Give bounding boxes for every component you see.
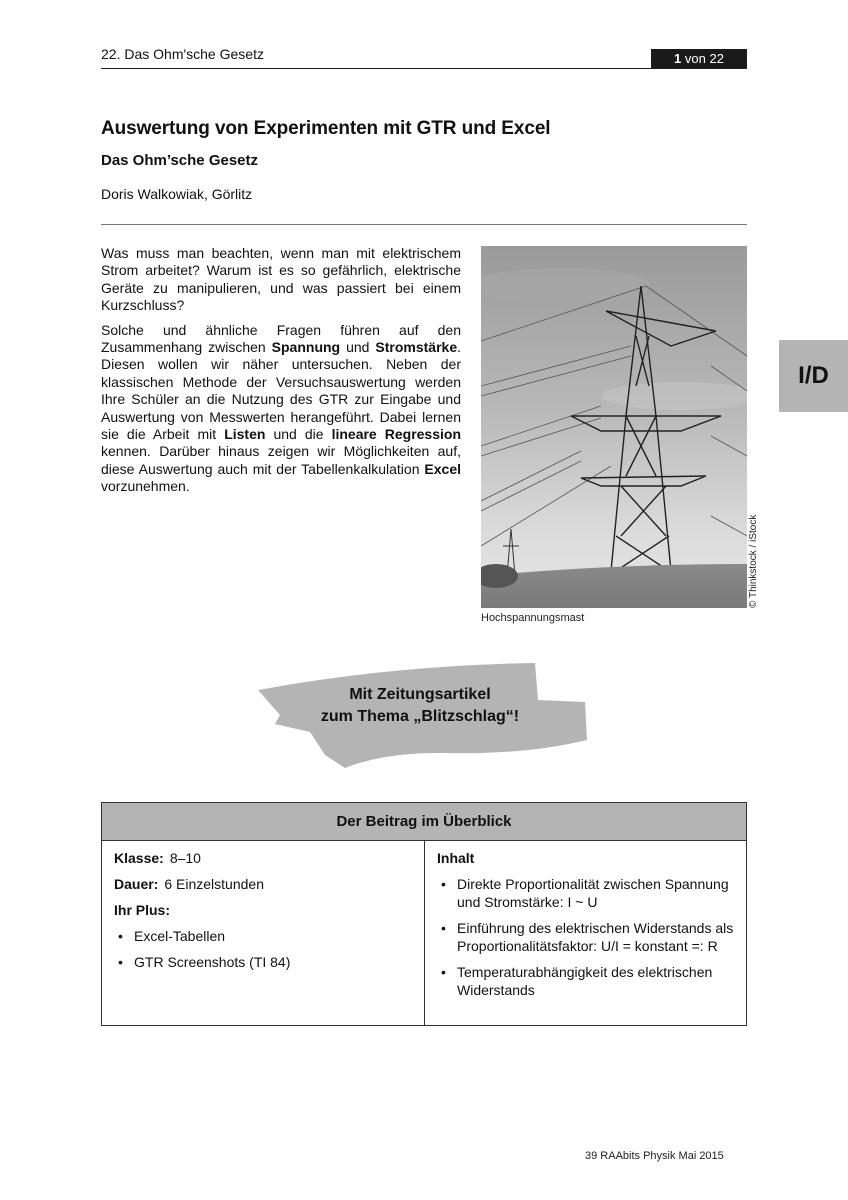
- text-run: vorzunehmen.: [101, 478, 190, 495]
- page-number-badge: [651, 49, 747, 68]
- plus-list: [114, 927, 412, 971]
- intro-paragraph-1: Was muss man beachten, wenn man mit elektrischem Strom arbeitet? Warum ist es so gefährlich, elektrische Geräte zu manipulieren, und was passiert bei einem Kurzschluss?: [101, 245, 461, 314]
- bold-term: Excel: [424, 460, 461, 477]
- section-tab: I/D: [779, 340, 848, 412]
- article-author: Doris Walkowiak, Görlitz: [101, 186, 253, 202]
- dauer-label: Dauer:: [114, 876, 159, 892]
- list-item-text: Einführung des elektrischen Widerstands als Proportionalitätsfaktor: U/I = konstant =: R: [457, 920, 734, 954]
- bullet-icon: •: [441, 876, 446, 892]
- bold-term: Stromstärke: [375, 339, 458, 356]
- overview-meta-column: [102, 841, 425, 1025]
- photo-caption: Hochspannungsmast: [481, 612, 585, 624]
- intro-text: [101, 245, 461, 503]
- klasse-row: [114, 849, 412, 867]
- bold-term: Listen: [224, 426, 266, 443]
- photo-credit: © Thinkstock / iStock: [748, 514, 759, 608]
- pylon-photo: [481, 246, 747, 608]
- callout-line-1: Mit Zeitungsartikel: [349, 686, 491, 703]
- dauer-value: 6 Einzelstunden: [164, 876, 264, 892]
- bullet-icon: •: [118, 954, 123, 970]
- callout-line-2: zum Thema „Blitzschlag“!: [320, 708, 520, 725]
- header-rule: [101, 68, 747, 69]
- list-item-text: Direkte Proportionalität zwischen Spannung und Stromstärke: I ~ U: [457, 876, 729, 910]
- text-run: kennen. Darüber hinaus zeigen wir Möglichkeiten auf, diese Auswertung auch mit der Tabellenkalkulation: [101, 443, 461, 477]
- newspaper-article-callout: [280, 684, 560, 728]
- list-item-text: GTR Screenshots (TI 84): [134, 954, 291, 970]
- list-item: [437, 875, 734, 911]
- klasse-value: 8–10: [169, 850, 201, 866]
- page-total: von 22: [681, 51, 724, 66]
- list-item-text: Temperaturabhängigkeit des elektrischen Widerstands: [457, 964, 713, 998]
- overview-content-column: [425, 841, 746, 1025]
- bold-term: lineare Regression: [331, 426, 461, 443]
- inhalt-list: [437, 875, 734, 999]
- article-subtitle: Das Ohm’sche Gesetz: [101, 152, 259, 169]
- page-current: 1: [674, 51, 682, 66]
- text-run: . Diesen wollen wir näher untersuchen. Neben der klassischen Methode der Versuchsauswertung werden Ihre Schüler an die Nutzung des GTR zur Eingabe und Auswertung von Messwerten herangeführt. Dabei lernen sie die Arbeit mit: [101, 339, 461, 443]
- list-item: [114, 927, 412, 945]
- overview-box: [101, 802, 747, 1026]
- text-run: Solche und ähnliche Fragen führen auf den Zusammenhang zwischen: [101, 321, 461, 356]
- title-rule: [101, 224, 747, 225]
- plus-label: Ihr Plus:: [114, 902, 171, 918]
- overview-title: Der Beitrag im Überblick: [102, 803, 746, 841]
- dauer-row: [114, 875, 412, 893]
- article-title: Auswertung von Experimenten mit GTR und Excel: [101, 118, 551, 139]
- bullet-icon: •: [441, 920, 446, 936]
- inhalt-label: Inhalt: [437, 850, 475, 866]
- text-run: und die: [265, 426, 332, 443]
- list-item-text: Excel-Tabellen: [134, 928, 226, 944]
- list-item: [114, 953, 412, 971]
- klasse-label: Klasse:: [114, 850, 164, 866]
- intro-paragraph-2: [101, 322, 461, 496]
- bullet-icon: •: [118, 928, 123, 944]
- text-run: und: [340, 339, 376, 356]
- bullet-icon: •: [441, 964, 446, 980]
- publication-footer: 39 RAAbits Physik Mai 2015: [585, 1150, 724, 1162]
- list-item: [437, 963, 734, 999]
- bold-term: Spannung: [271, 339, 341, 356]
- list-item: [437, 919, 734, 955]
- running-title: 22. Das Ohm'sche Gesetz: [101, 46, 264, 62]
- high-voltage-pylon-image: [481, 246, 747, 608]
